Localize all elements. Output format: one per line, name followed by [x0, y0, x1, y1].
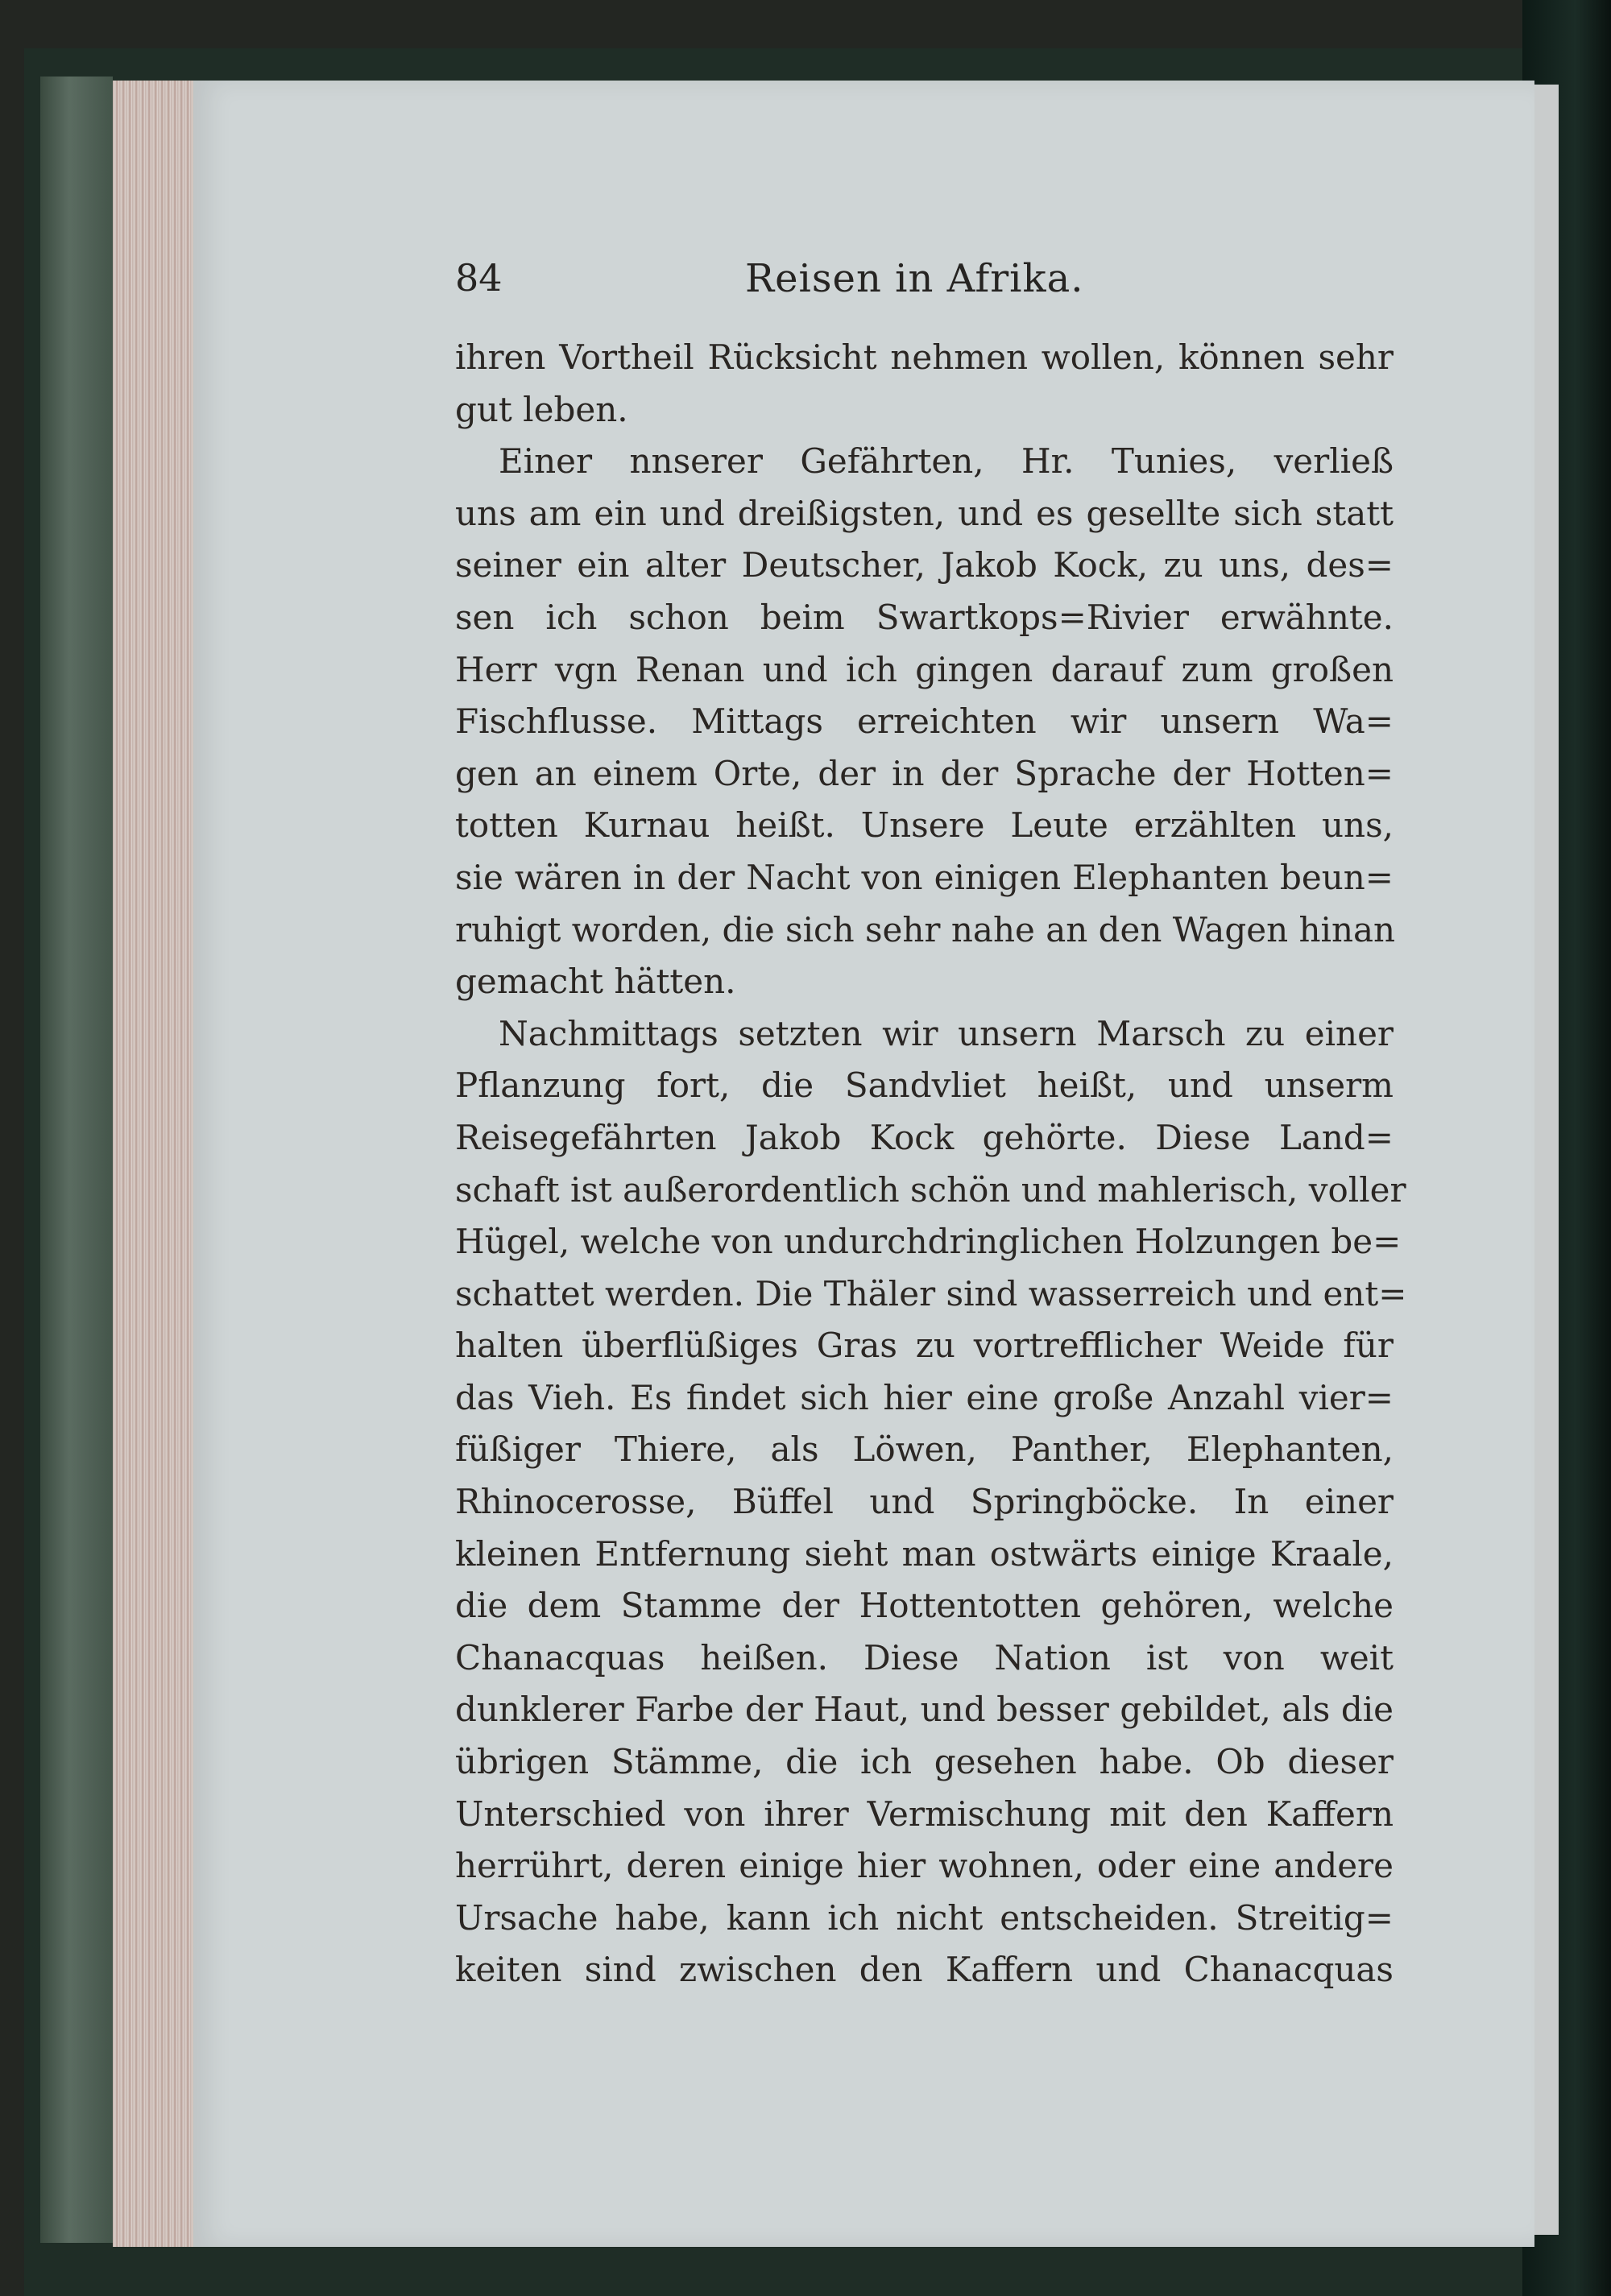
text-line: totten Kurnau heißt. Unsere Leute erzählten uns,	[455, 805, 1394, 846]
text-line: uns am ein und dreißigsten, und es gesellte sich statt	[455, 493, 1394, 533]
page-number: 84	[455, 256, 503, 300]
text-line: dunklerer Farbe der Haut, und besser gebildet, als die	[455, 1690, 1394, 1730]
text-line: seiner ein alter Deutscher, Jakob Kock, zu uns, des=	[455, 545, 1394, 585]
text-line: ihren Vortheil Rücksicht nehmen wollen, können sehr	[455, 337, 1394, 377]
text-line: das Vieh. Es findet sich hier eine große Anzahl vier=	[455, 1377, 1394, 1417]
text-line: Chanacquas heißen. Diese Nation ist von weit	[455, 1637, 1394, 1678]
running-title: Reisen in Afrika.	[745, 256, 1084, 301]
text-line: Nachmittags setzten wir unsern Marsch zu einer	[499, 1013, 1394, 1053]
page-stack-edges	[113, 81, 193, 2247]
text-line: Rhinocerosse, Büffel und Springböcke. In einer	[455, 1482, 1394, 1522]
text-line: die dem Stamme der Hottentotten gehören, welche	[455, 1586, 1394, 1626]
text-line: gen an einem Orte, der in der Sprache der Hotten=	[455, 753, 1394, 793]
text-line: gemacht hätten.	[455, 962, 736, 1002]
text-line: ruhigt worden, die sich sehr nahe an den Wagen hinan	[455, 909, 1396, 949]
text-line: Einer nnserer Gefährten, Hr. Tunies, verließ	[499, 441, 1394, 482]
text-line: halten überflüßiges Gras zu vortrefflicher Weide für	[455, 1326, 1394, 1366]
text-line: keiten sind zwischen den Kaffern und Chanacquas	[455, 1950, 1394, 1990]
text-line: gut leben.	[455, 389, 628, 429]
text-line: Ursache habe, kann ich nicht entscheiden. Streitig=	[455, 1897, 1394, 1938]
text-line: füßiger Thiere, als Löwen, Panther, Elephanten,	[455, 1429, 1394, 1470]
facing-page-edge	[1534, 85, 1559, 2235]
text-line: Reisegefährten Jakob Kock gehörte. Diese Land=	[455, 1117, 1394, 1157]
text-line: Herr vgn Renan und ich gingen darauf zum großen	[455, 649, 1394, 689]
text-line: sie wären in der Nacht von einigen Elephanten beun=	[455, 857, 1394, 897]
book-spine-edge	[40, 77, 113, 2243]
text-line: Pflanzung fort, die Sandvliet heißt, und unserm	[455, 1065, 1394, 1106]
text-line: Hügel, welche von undurchdringlichen Holzungen be=	[455, 1222, 1402, 1262]
text-line: Fischflusse. Mittags erreichten wir unsern Wa=	[455, 701, 1394, 742]
body-text	[455, 332, 1407, 1996]
text-line: sen ich schon beim Swartkops=Rivier erwähnte.	[455, 597, 1394, 637]
text-line: kleinen Entfernung sieht man ostwärts einige Kraale,	[455, 1533, 1394, 1574]
text-line: schattet werden. Die Thäler sind wasserreich und ent=	[455, 1273, 1407, 1313]
text-line: übrigen Stämme, die ich gesehen habe. Ob dieser	[455, 1742, 1394, 1782]
text-line: schaft ist außerordentlich schön und mahlerisch, voller	[455, 1169, 1406, 1210]
page-header	[455, 256, 1108, 312]
text-line: herrührt, deren einige hier wohnen, oder eine andere	[455, 1846, 1394, 1886]
text-line: Unterschied von ihrer Vermischung mit den Kaffern	[455, 1793, 1394, 1834]
